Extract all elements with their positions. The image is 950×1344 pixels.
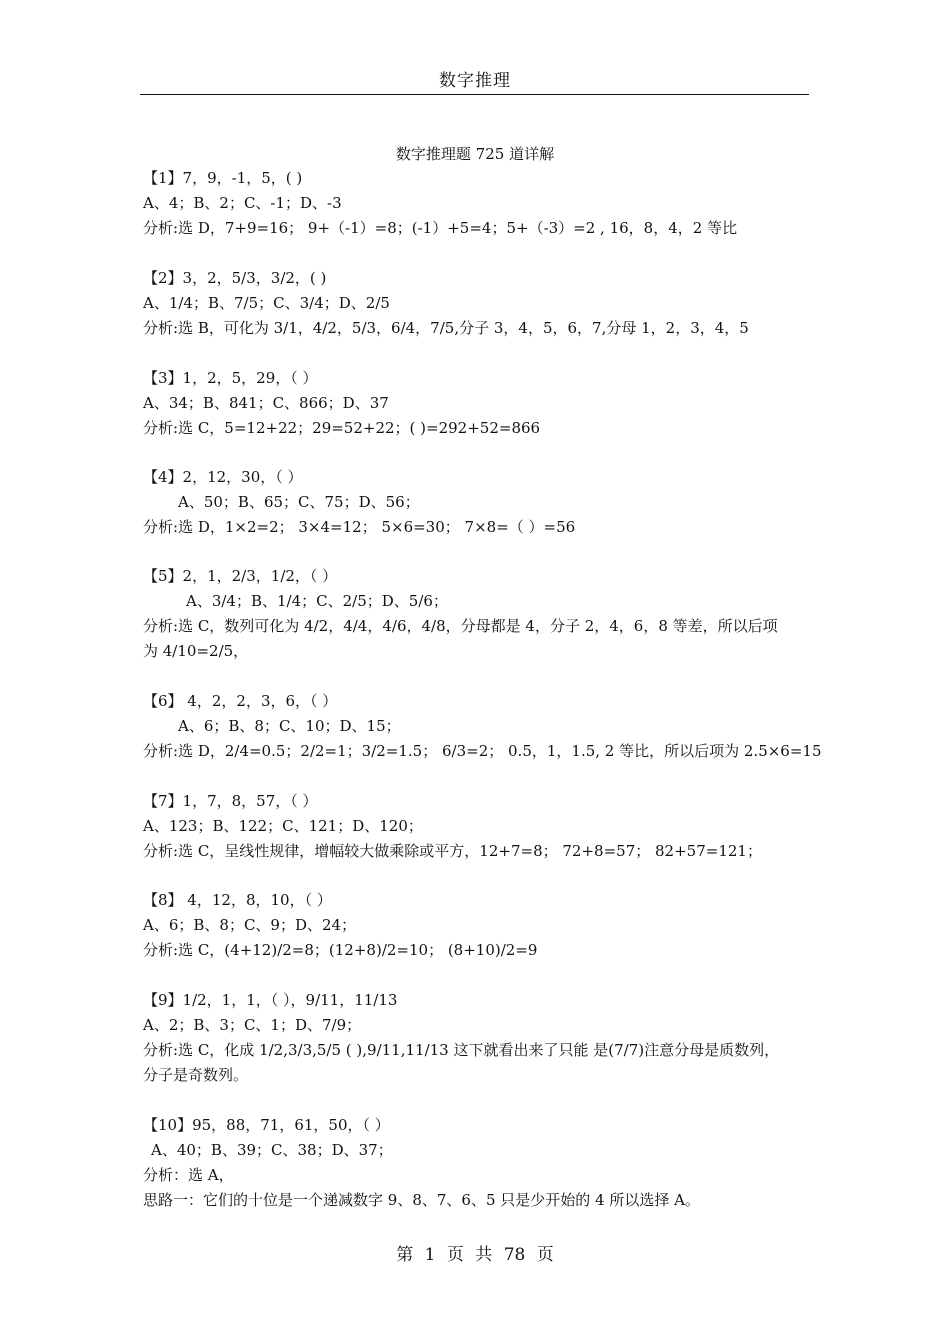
page-footer: 第 1 页 共 78 页: [396, 1245, 554, 1265]
question-line: 【8】 4，12，8，10，（ ）: [143, 891, 332, 909]
analysis-line: 分析:选 C，化成 1/2,3/3,5/5 ( ),9/11,11/13 这下就看出来了只能 是(7/7)注意分母是质数列，: [143, 1041, 780, 1059]
options-line: A、4；B、2；C、-1；D、-3: [143, 194, 342, 212]
analysis-line: 分析：选 A，: [143, 1166, 234, 1184]
running-header: 数字推理: [439, 71, 511, 91]
options-line: A、34；B、841；C、866；D、37: [143, 394, 389, 412]
question-line: 【1】7，9，-1，5，( ): [143, 169, 303, 187]
options-line: A、2；B、3；C、1；D、7/9；: [143, 1016, 362, 1034]
question-line: 【5】2，1，2/3，1/2，（ ）: [143, 567, 338, 585]
analysis-line: 分子是奇数列。: [143, 1066, 249, 1084]
options-line: A、50；B、65；C、75；D、56；: [178, 493, 420, 511]
question-line: 【7】1，7，8，57，（ ）: [143, 792, 318, 810]
options-line: A、6；B、8；C、9；D、24；: [143, 916, 357, 934]
options-line: A、123；B、122；C、121；D、120；: [143, 817, 423, 835]
analysis-line: 分析:选 B，可化为 3/1，4/2，5/3，6/4，7/5,分子 3，4，5，6，7,分母 1，2，3，4，5: [143, 319, 749, 337]
analysis-line: 分析:选 D，1×2=2； 3×4=12； 5×6=30； 7×8=（ ）=56: [143, 518, 576, 536]
analysis-line: 分析:选 C，数列可化为 4/2，4/4，4/6，4/8，分母都是 4，分子 2，4，6，8 等差，所以后项: [143, 617, 778, 635]
options-line: A、1/4；B、7/5；C、3/4；D、2/5: [143, 294, 390, 312]
analysis-line: 分析:选 C，5=12+22；29=52+22；( )=292+52=866: [143, 419, 541, 437]
analysis-line: 分析:选 D，2/4=0.5；2/2=1；3/2=1.5； 6/3=2； 0.5，1，1.5, 2 等比，所以后项为 2.5×6=15: [143, 742, 822, 760]
question-line: 【2】3，2，5/3，3/2，( ): [143, 269, 327, 287]
header-divider: [140, 94, 809, 95]
question-line: 【9】1/2，1，1，（ ），9/11，11/13: [143, 991, 398, 1009]
options-line: A、6；B、8；C、10；D、15；: [178, 717, 401, 735]
options-line: A、3/4；B、1/4；C、2/5；D、5/6；: [186, 592, 448, 610]
analysis-line: 为 4/10=2/5，: [143, 642, 249, 660]
analysis-line: 分析:选 C，呈线性规律，增幅较大做乘除或平方，12+7=8； 72+8=57； 82+57=121；: [143, 842, 762, 860]
question-line: 【4】2，12，30，（ ）: [143, 468, 303, 486]
analysis-line: 分析:选 D，7+9=16； 9+（-1）=8；(-1）+5=4；5+（-3）=2 , 16，8，4，2 等比: [143, 219, 738, 237]
options-line: A、40；B、39；C、38；D、37；: [151, 1141, 393, 1159]
question-line: 【3】1，2，5，29，（ ）: [143, 369, 318, 387]
question-line: 【10】95，88，71，61，50，（ ）: [143, 1116, 390, 1134]
question-line: 【6】 4，2，2，3，6，（ ）: [143, 692, 338, 710]
analysis-line: 分析:选 C，(4+12)/2=8；(12+8)/2=10； (8+10)/2=9: [143, 941, 538, 959]
analysis-line: 思路一：它们的十位是一个递减数字 9、8、7、6、5 只是少开始的 4 所以选择 A。: [143, 1191, 700, 1209]
document-title: 数字推理题 725 道详解: [395, 145, 555, 163]
